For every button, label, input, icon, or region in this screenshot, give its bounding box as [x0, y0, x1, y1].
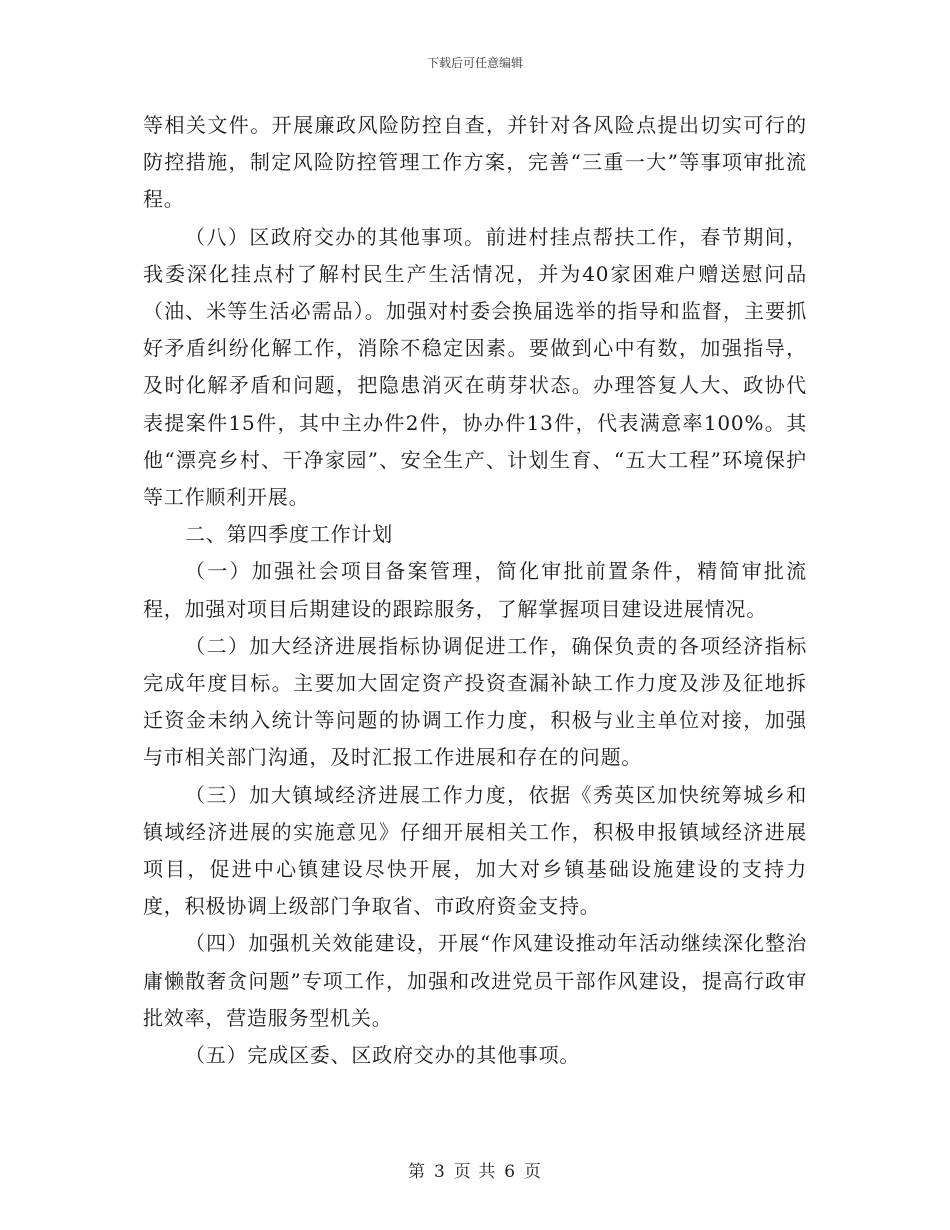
paragraph-plan-4: （四）加强机关效能建设，开展“作风建设推动年活动继续深化整治庸懒散奢贪问题”专项工作，加强和改进党员干部作风建设，提高行政审批效率，营造服务型机关。	[143, 931, 807, 1030]
section-heading-q4-plan: 二、第四季度工作计划	[185, 522, 393, 547]
page-footer-prefix: 第	[407, 1162, 426, 1182]
page-header: 下载后可任意编辑	[426, 56, 523, 70]
paragraph-continuation: 等相关文件。开展廉政风险防控自查，并针对各风险点提出切实可行的防控措施，制定风险防控管理工作方案，完善“三重一大”等事项审批流程。	[143, 113, 807, 212]
paragraph-plan-1: （一）加强社会项目备案管理，简化审批前置条件，精简审批流程，加强对项目后期建设的跟踪服务，了解掌握项目建设进展情况。	[143, 559, 807, 621]
paragraph-plan-3: （三）加大镇域经济进展工作力度，依据《秀英区加快统筹城乡和镇域经济进展的实施意见》仔细开展相关工作，积极申报镇域经济进展项目，促进中心镇建设尽快开展，加大对乡镇基础设施建设的支持力度，积极协调上级部门争取省、市政府资金支持。	[143, 782, 807, 919]
page-footer-middle: 页 共	[453, 1162, 497, 1182]
total-page-count: 6	[504, 1162, 517, 1182]
document-body	[143, 107, 807, 1074]
paragraph-plan-2: （二）加大经济进展指标协调促进工作，确保负责的各项经济指标完成年度目标。主要加大固定资产投资查漏补缺工作力度及涉及征地拆迁资金未纳入统计等问题的协调工作力度，积极与业主单位对接，加强与市相关部门沟通，及时汇报工作进展和存在的问题。	[143, 633, 807, 770]
paragraph-item-8: （八）区政府交办的其他事项。前进村挂点帮扶工作，春节期间，我委深化挂点村了解村民生产生活情况，并为40家困难户赠送慰问品（油、米等生活必需品）。加强对村委会换届选举的指导和监督，主要抓好矛盾纠纷化解工作，消除不稳定因素。要做到心中有数，加强指导，及时化解矛盾和问题，把隐患消灭在萌芽状态。办理答复人大、政协代表提案件15件，其中主办件2件，协办件13件，代表满意率100%。其他“漂亮乡村、干净家园”、安全生产、计划生育、“五大工程”环境保护等工作顺利开展。	[143, 224, 807, 510]
page-number	[0, 1157, 950, 1182]
page-footer-suffix: 页	[524, 1162, 543, 1182]
paragraph-plan-5: （五）完成区委、区政府交办的其他事项。	[185, 1043, 581, 1068]
current-page-number: 3	[433, 1162, 446, 1182]
